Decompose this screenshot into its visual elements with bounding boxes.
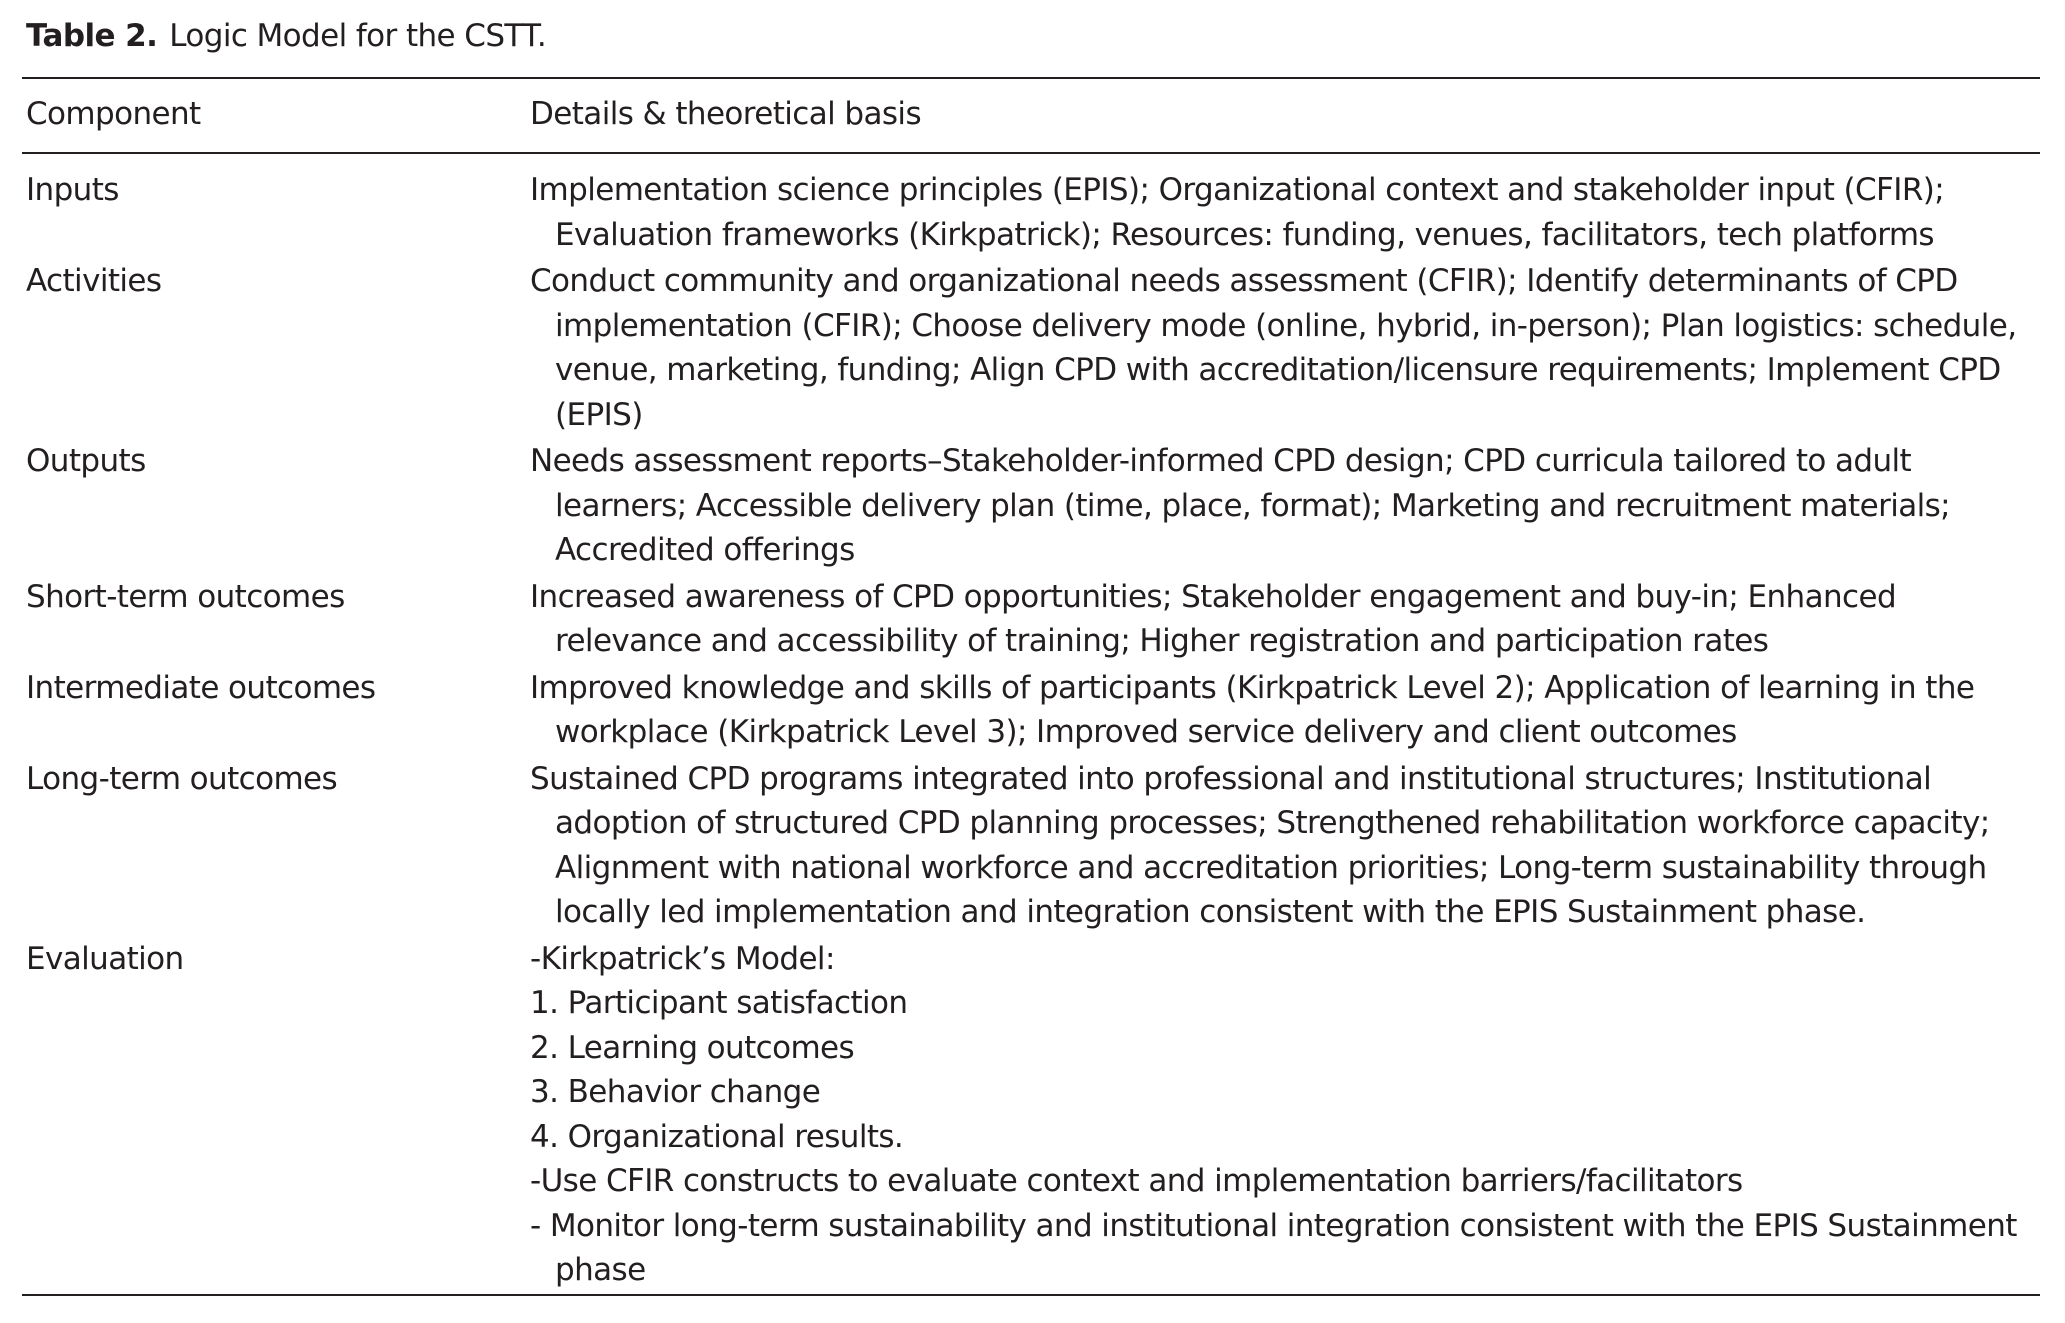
evaluation-line: - Monitor long-term sustainability and institutional integration consistent with the EPIS Sustainment phase [530,1207,2017,1288]
table-row [26,259,2040,437]
row-component: Outputs [26,443,146,479]
header-component: Component [26,96,201,132]
row-component: Short-term outcomes [26,578,345,615]
row-component: Long-term outcomes [26,760,338,797]
table-caption [26,14,546,58]
row-component: Activities [26,263,162,299]
bottom-rule [22,1294,2040,1296]
table-body [26,168,2040,1295]
row-details-evaluation [530,937,2040,1293]
row-details: Implementation science principles (EPIS); Organizational context and stakeholder input (CFIR); Evaluation frameworks (Kirkpatrick); Resources: funding, venues, facilitators, tech platforms [530,172,1945,253]
table-row [26,937,2040,1293]
evaluation-line: 4. Organizational results. [530,1118,904,1155]
evaluation-line: 1. Participant satisfaction [530,985,908,1021]
row-details: Improved knowledge and skills of participants (Kirkpatrick Level 2); Application of learning in the workplace (Kirkpatrick Level 3); Improved service delivery and client outcomes [530,669,1975,750]
row-details: Needs assessment reports–Stakeholder-informed CPD design; CPD curricula tailored to adult learners; Accessible delivery plan (time, place, format); Marketing and recruitment materials; Accredited offerings [530,443,1951,568]
top-rule [22,77,2040,79]
header-row [26,92,2040,148]
table-header [26,92,2040,148]
table-label: Table 2. [26,18,158,54]
row-details: Conduct community and organizational needs assessment (CFIR); Identify determinants of CPD implementation (CFIR); Choose delivery mode (online, hybrid, in-person); Plan logistics: schedule, venue, marketing, funding; Align CPD with accreditation/licensure requirements; Implement CPD (EPIS) [530,263,2017,433]
table-row [26,575,2040,664]
table-row [26,666,2040,755]
row-details: Increased awareness of CPD opportunities; Stakeholder engagement and buy-in; Enhanced relevance and accessibility of training; Higher registration and participation rates [530,578,1897,659]
evaluation-line: -Use CFIR constructs to evaluate context and implementation barriers/facilitators [530,1163,1743,1199]
evaluation-line: -Kirkpatrick’s Model: [530,940,835,977]
header-rule [22,152,2040,154]
table-row [26,757,2040,935]
header-details: Details & theoretical basis [530,96,921,132]
table-row [26,168,2040,257]
table-title: Logic Model for the CSTT. [169,18,547,54]
row-component: Intermediate outcomes [26,669,376,706]
row-component: Inputs [26,172,119,208]
evaluation-line: 3. Behavior change [530,1074,821,1110]
evaluation-line: 2. Learning outcomes [530,1029,855,1066]
row-component: Evaluation [26,940,184,977]
row-details: Sustained CPD programs integrated into professional and institutional structures; Institutional adoption of structured CPD planning processes; Strengthened rehabilitation workforce capacity; Alignment with national workforce and accreditation priorities; Long-term sustainability through locally led implementation and integration consistent with the EPIS Sustainment phase. [530,760,1990,930]
table-row [26,439,2040,573]
